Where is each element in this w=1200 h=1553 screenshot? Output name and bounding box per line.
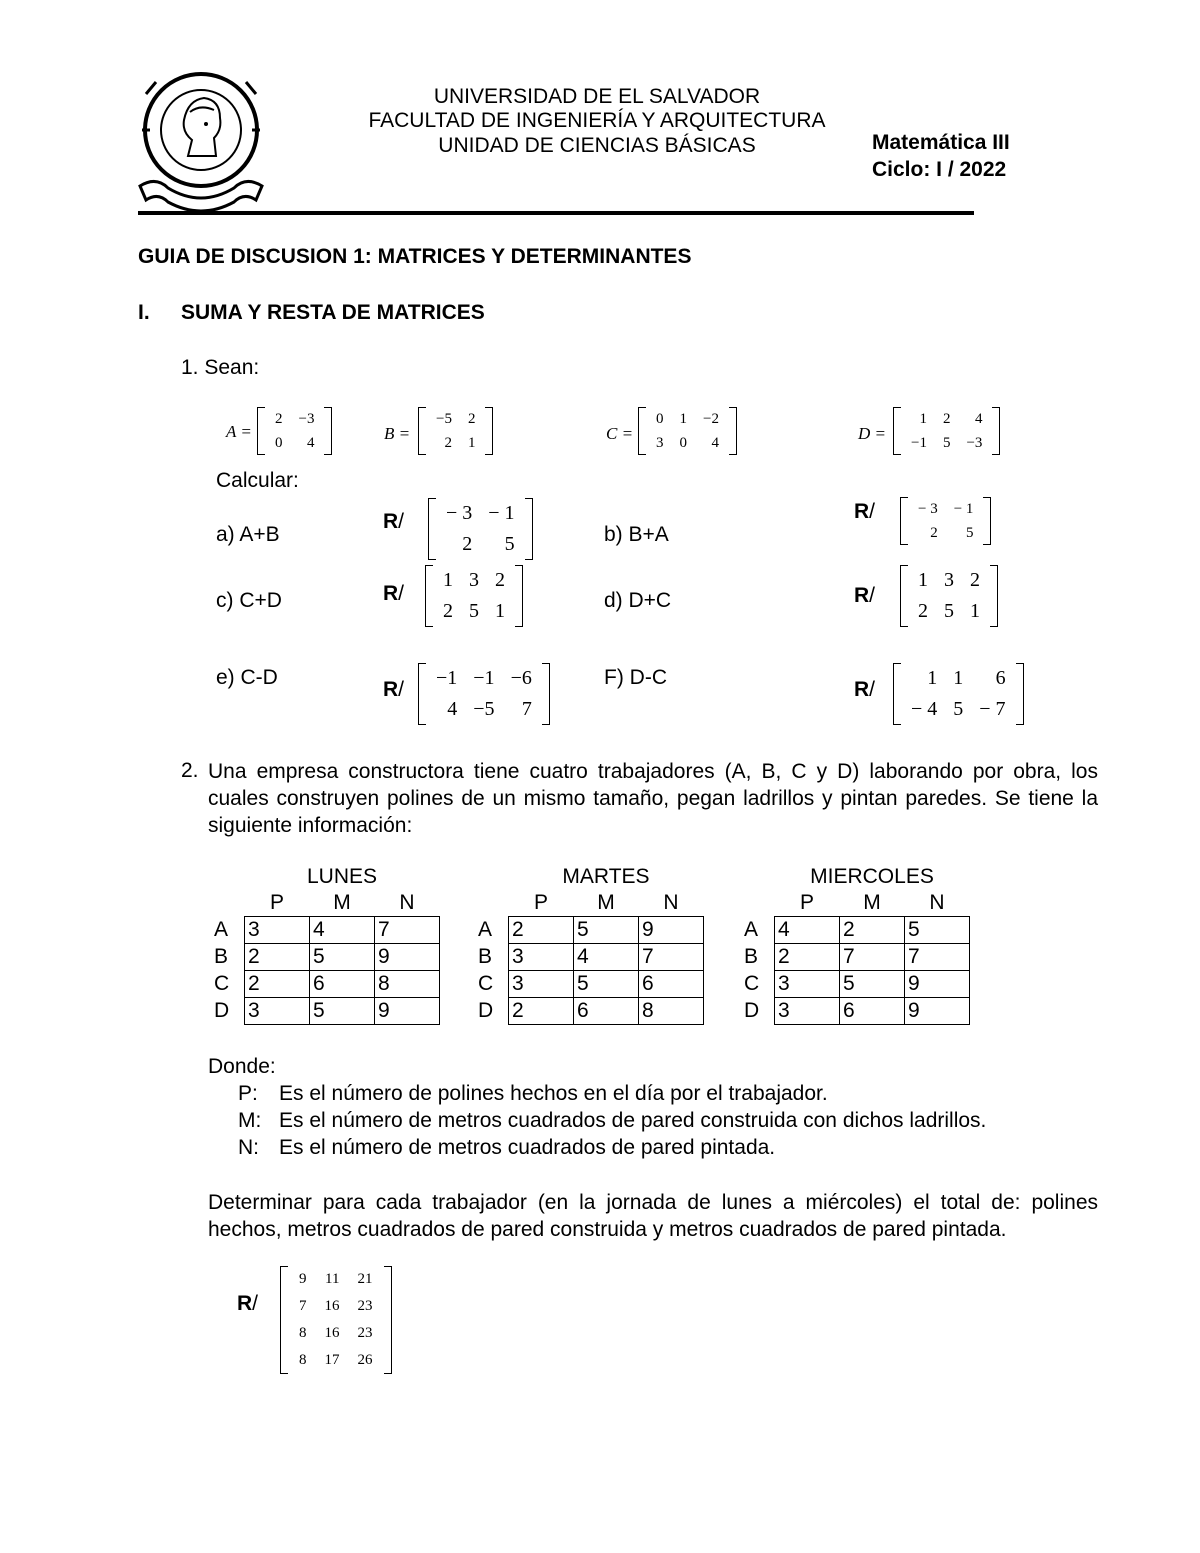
matrix-cell: 26 (357, 1352, 373, 1368)
matrix-cell: 4 (711, 435, 719, 451)
table-row (478, 971, 704, 998)
row-label: C (744, 972, 760, 995)
matrix-c (638, 407, 737, 455)
answer-e (418, 663, 550, 725)
r-slash: / (398, 582, 405, 605)
section-title: SUMA Y RESTA DE MATRICES (181, 301, 485, 324)
matrix-cell: −3 (966, 435, 983, 451)
matrix-cell: 23 (357, 1298, 373, 1314)
matrix-cell: 3 (944, 569, 954, 591)
matrix-cell: −5 (473, 698, 495, 720)
table-cell: 3 (245, 998, 310, 1025)
table-row (478, 998, 704, 1025)
matrix-cell: 1 (467, 435, 476, 451)
matrix-cell: 6 (995, 667, 1006, 689)
table-cell: 7 (375, 917, 440, 944)
item-a-label: a) A+B (216, 523, 280, 546)
matrix-a-label: A = (226, 422, 252, 441)
matrix-d-label: D = (858, 424, 886, 443)
r-letter: R (854, 584, 870, 607)
table-cell: 5 (310, 998, 375, 1025)
r-letter: R (383, 510, 399, 533)
item-d-label: d) D+C (604, 589, 672, 612)
definition-text: Es el número de polines hechos en el día por el trabajador. (279, 1082, 828, 1105)
matrix-c-label: C = (606, 424, 634, 443)
table-cell: 7 (639, 944, 704, 971)
table-row (478, 917, 704, 944)
r-letter: R (383, 582, 399, 605)
answer-c (425, 565, 523, 627)
column-header: M (863, 891, 881, 914)
table-cell: 2 (245, 944, 310, 971)
definition-key: N: (238, 1136, 259, 1159)
problem2-question: Determinar para cada trabajador (en la jornada de lunes a miércoles) el total de: polines hechos, metros cuadrados de pared construida y metros cuadrados de pared pintada. (208, 1191, 1098, 1241)
row-label: D (478, 999, 494, 1022)
header-divider (138, 211, 974, 215)
matrix-cell: 21 (357, 1271, 373, 1287)
r-letter: R (383, 678, 399, 701)
table-miercoles (744, 864, 970, 1025)
matrix-cell: 2 (495, 569, 505, 591)
table-cell: 9 (639, 917, 704, 944)
matrix-cell: −5 (436, 411, 452, 427)
matrix-cell: 5 (469, 600, 479, 622)
answer-label (854, 500, 875, 524)
donde-label: Donde: (208, 1055, 276, 1078)
calcular-label: Calcular: (216, 469, 299, 492)
table-cell: 6 (574, 998, 639, 1025)
r-slash: / (869, 678, 876, 701)
table-cell: 8 (639, 998, 704, 1025)
r-slash: / (398, 678, 405, 701)
matrix-cell: 2 (443, 600, 453, 622)
item-e-label: e) C-D (216, 666, 278, 689)
column-header: M (597, 891, 615, 914)
matrix-cell: 5 (944, 600, 954, 622)
matrix-cell: 17 (324, 1352, 340, 1368)
university-name: UNIVERSIDAD DE EL SALVADOR (433, 85, 761, 108)
problem1-intro: 1. Sean: (181, 356, 260, 379)
table-cell: 5 (840, 971, 905, 998)
matrix-cell: 5 (965, 525, 974, 541)
matrix-cell: 1 (953, 667, 964, 689)
table-cell: 5 (905, 917, 970, 944)
page-title: GUIA DE DISCUSION 1: MATRICES Y DETERMINANTES (138, 245, 692, 268)
matrix-cell: 8 (299, 1352, 307, 1368)
matrix-cell: 1 (443, 569, 453, 591)
matrix-cell: 9 (299, 1271, 307, 1287)
table-cell: 3 (509, 944, 574, 971)
matrix-b-label: B = (384, 424, 411, 443)
matrix-cell: 0 (275, 435, 283, 451)
table-cell: 7 (840, 944, 905, 971)
matrix-cell: 1 (918, 569, 928, 591)
table-cell: 2 (509, 998, 574, 1025)
row-label: C (214, 972, 230, 995)
matrix-cell: 4 (447, 698, 458, 720)
r-letter: R (854, 678, 870, 701)
table-cell: 9 (375, 998, 440, 1025)
table-cell: 2 (509, 917, 574, 944)
column-header: N (399, 891, 415, 914)
row-label: B (478, 945, 493, 968)
table-cell: 2 (245, 971, 310, 998)
matrix-cell: 23 (357, 1325, 373, 1341)
unit-name: UNIDAD DE CIENCIAS BÁSICAS (438, 134, 756, 157)
r-slash: / (869, 500, 876, 523)
row-label: A (744, 918, 759, 941)
r-slash: / (869, 584, 876, 607)
matrix-cell: 2 (462, 533, 473, 555)
table-row (744, 998, 970, 1025)
table-cell: 4 (574, 944, 639, 971)
matrix-cell: 2 (444, 435, 452, 451)
matrix-cell: − 3 (918, 501, 938, 517)
table-cell: 9 (375, 944, 440, 971)
table-title: LUNES (306, 865, 378, 888)
table-row (214, 998, 440, 1025)
matrix-cell: 4 (306, 435, 315, 451)
matrix-cell: 2 (918, 600, 928, 622)
column-header: P (533, 891, 548, 914)
row-label: C (478, 972, 494, 995)
matrix-cell: 3 (469, 569, 479, 591)
table-cell: 5 (310, 944, 375, 971)
column-header: N (929, 891, 945, 914)
item-f-label: F) D-C (604, 666, 667, 689)
matrix-cell: 11 (325, 1271, 340, 1287)
matrix-cell: − 3 (446, 502, 473, 524)
answer-label (237, 1292, 258, 1316)
table-cell: 2 (840, 917, 905, 944)
matrix-cell: −6 (510, 667, 532, 689)
table-row (744, 971, 970, 998)
table-title: MIERCOLES (810, 865, 934, 888)
matrix-d (893, 407, 1000, 455)
table-cell: 4 (310, 917, 375, 944)
table-row (744, 944, 970, 971)
answer-a (428, 498, 533, 560)
table-martes (478, 864, 704, 1025)
column-header: P (799, 891, 814, 914)
table-cell: 7 (905, 944, 970, 971)
matrix-cell: 2 (930, 525, 938, 541)
matrix-cell: −3 (298, 411, 315, 427)
r-letter: R (854, 500, 870, 523)
matrix-cell: 5 (504, 533, 515, 555)
table-cell: 8 (375, 971, 440, 998)
column-header: P (269, 891, 284, 914)
faculty-name: FACULTAD DE INGENIERÍA Y ARQUITECTURA (368, 109, 826, 132)
table-cell: 6 (310, 971, 375, 998)
course-name: Matemática III (872, 131, 1010, 154)
matrix-cell: − 1 (953, 501, 974, 517)
row-label: A (214, 918, 229, 941)
table-cell: 9 (905, 971, 970, 998)
row-label: B (214, 945, 229, 968)
seal-icon (136, 68, 266, 216)
answer-problem2 (280, 1266, 392, 1374)
university-seal (136, 68, 266, 216)
matrix-cell: 0 (679, 435, 687, 451)
table-cell: 2 (775, 944, 840, 971)
matrix-cell: 7 (521, 698, 532, 720)
matrix-cell: 8 (299, 1325, 307, 1341)
table-cell: 5 (574, 971, 639, 998)
definition-key: M: (238, 1109, 262, 1132)
r-slash: / (252, 1292, 259, 1315)
answer-label (383, 510, 404, 534)
problem2-text: Una empresa constructora tiene cuatro trabajadores (A, B, C y D) laborando por obra, los cuales construyen polines de un mismo tamaño, pegan ladrillos y pintan paredes. Se tiene la siguiente información: (208, 760, 1098, 837)
table-lunes (214, 864, 440, 1025)
matrix-cell: 5 (953, 698, 964, 720)
table-cell: 3 (775, 998, 840, 1025)
matrix-cell: 5 (942, 435, 951, 451)
matrix-cell: 2 (942, 411, 951, 427)
table-cell: 6 (840, 998, 905, 1025)
answer-label (854, 678, 875, 702)
matrix-b (418, 407, 493, 455)
table-cell: 6 (639, 971, 704, 998)
matrix-cell: −1 (911, 435, 927, 451)
matrix-cell: − 7 (979, 698, 1006, 720)
matrix-cell: 1 (927, 667, 938, 689)
r-letter: R (237, 1292, 253, 1315)
definition-text: Es el número de metros cuadrados de pared construida con dichos ladrillos. (279, 1109, 987, 1132)
table-cell: 4 (775, 917, 840, 944)
answer-d (900, 565, 998, 627)
matrix-cell: 1 (679, 411, 687, 427)
matrix-cell: 7 (299, 1298, 307, 1314)
table-row (214, 944, 440, 971)
matrix-a (257, 407, 332, 455)
matrix-cell: −1 (473, 667, 495, 689)
item-c-label: c) C+D (216, 589, 282, 612)
column-header: M (333, 891, 351, 914)
answer-label (383, 582, 404, 606)
answer-b (900, 497, 991, 545)
answer-label (854, 584, 875, 608)
table-cell: 9 (905, 998, 970, 1025)
matrix-cell: 2 (467, 411, 476, 427)
row-label: B (744, 945, 759, 968)
row-label: D (214, 999, 230, 1022)
table-title: MARTES (562, 865, 650, 888)
matrix-cell: − 1 (488, 502, 515, 524)
matrix-cell: 1 (919, 411, 927, 427)
row-label: A (478, 918, 493, 941)
definition-text: Es el número de metros cuadrados de pared pintada. (279, 1136, 776, 1159)
matrix-cell: 3 (656, 435, 664, 451)
table-row (744, 917, 970, 944)
matrix-cell: 16 (324, 1325, 340, 1341)
table-row (214, 971, 440, 998)
answer-f (893, 663, 1024, 725)
matrix-cell: 16 (324, 1298, 340, 1314)
table-cell: 3 (775, 971, 840, 998)
table-row (214, 917, 440, 944)
table-cell: 3 (245, 917, 310, 944)
matrix-cell: 2 (275, 411, 283, 427)
course-cycle: Ciclo: I / 2022 (872, 158, 1007, 181)
matrix-cell: 0 (656, 411, 664, 427)
table-cell: 3 (509, 971, 574, 998)
matrix-cell: 1 (495, 600, 505, 622)
answer-label (383, 678, 404, 702)
definition-key: P: (238, 1082, 258, 1105)
r-slash: / (398, 510, 405, 533)
matrix-cell: −1 (436, 667, 458, 689)
matrix-cell: 1 (970, 600, 980, 622)
section-number: I. (138, 301, 150, 324)
problem2-number: 2. (181, 759, 199, 782)
table-row (478, 944, 704, 971)
matrix-cell: 4 (974, 411, 983, 427)
matrix-cell: 2 (970, 569, 980, 591)
column-header: N (663, 891, 679, 914)
row-label: D (744, 999, 760, 1022)
item-b-label: b) B+A (604, 523, 669, 546)
matrix-cell: − 4 (911, 698, 938, 720)
table-cell: 5 (574, 917, 639, 944)
matrix-cell: −2 (703, 411, 719, 427)
